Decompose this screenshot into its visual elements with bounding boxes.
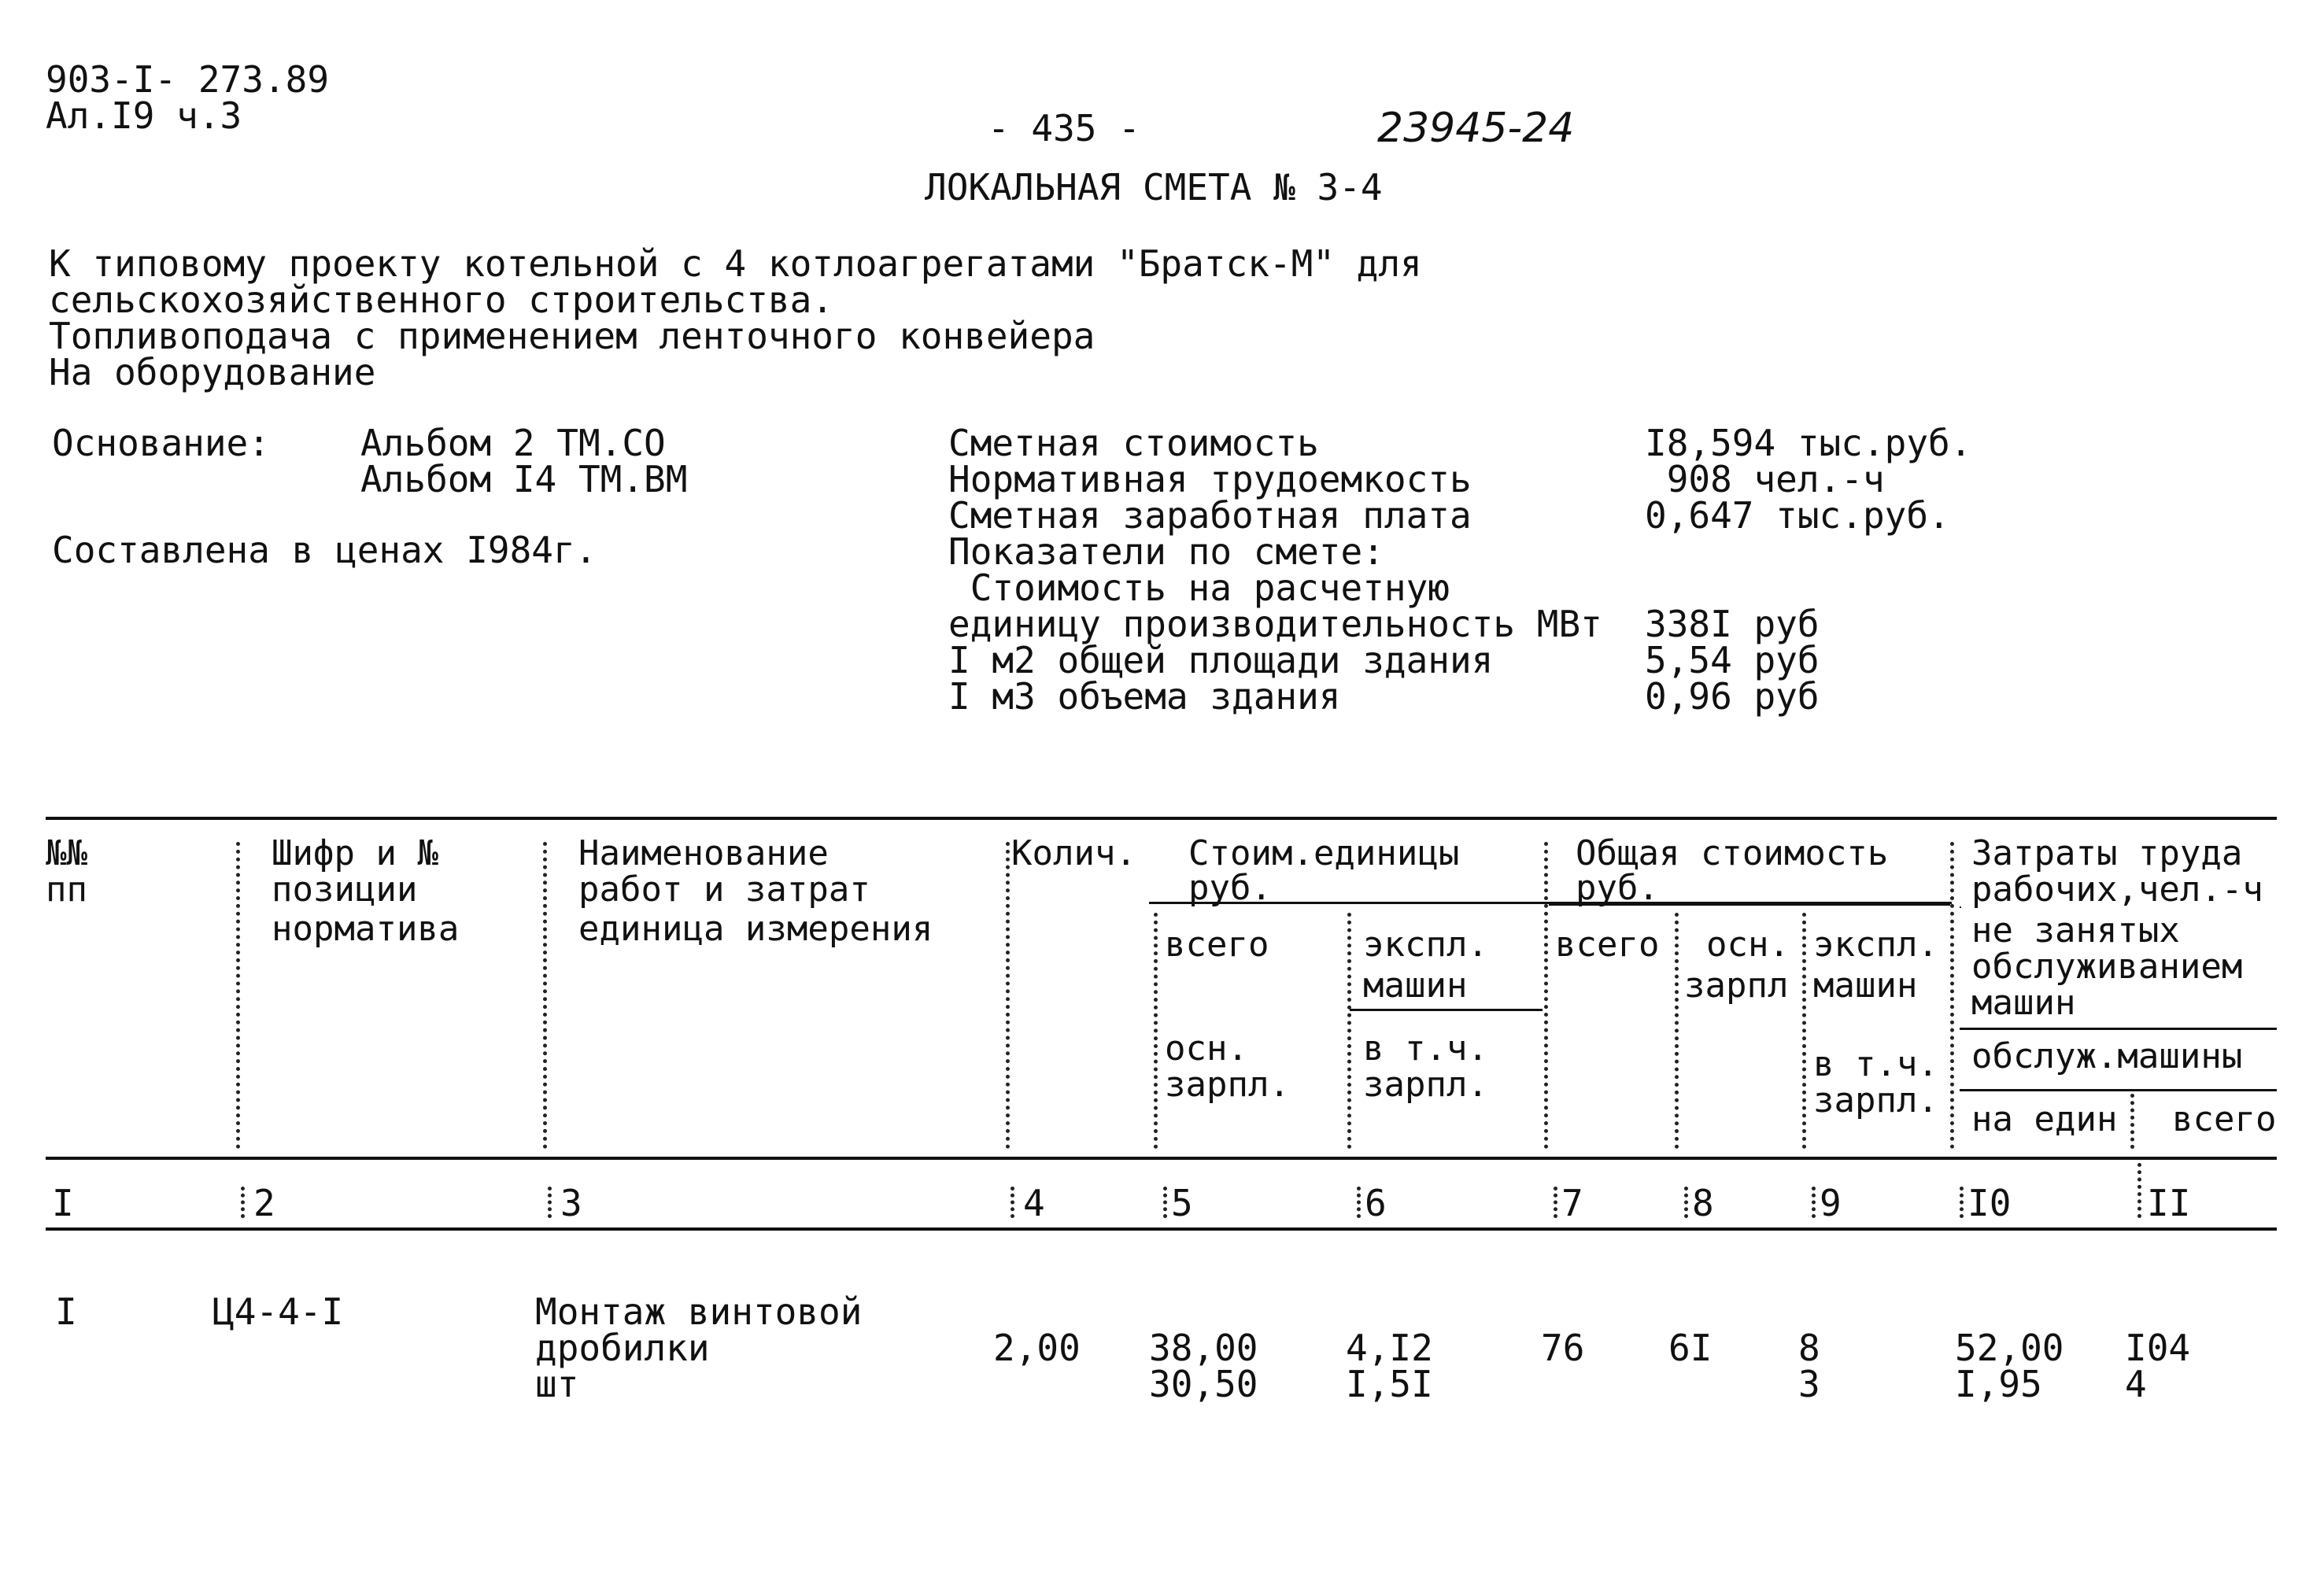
header-col3: Наименование xyxy=(578,833,829,873)
header-unit-cost: руб. xyxy=(1188,868,1272,908)
description-line: Топливоподача с применением ленточного конвейера xyxy=(49,315,1095,357)
header-col2: позиции xyxy=(272,869,418,910)
column-separator xyxy=(2137,1163,2141,1218)
document-code: 903-I- 273.89 xyxy=(46,58,330,101)
header-col2: Шифр и № xyxy=(272,833,438,873)
header-labor: Затраты труда xyxy=(1971,833,2243,873)
row-labor-total: I04 xyxy=(2125,1327,2191,1369)
header-per-unit: на един xyxy=(1971,1099,2118,1139)
row-name: Монтаж винтовой xyxy=(535,1290,863,1333)
page-number: - 435 - xyxy=(988,107,1140,150)
header-unit-machine-wage: зарпл. xyxy=(1363,1065,1488,1105)
row-total-total: 76 xyxy=(1541,1327,1585,1369)
col-number: 6 xyxy=(1365,1182,1387,1224)
row-unit: шт xyxy=(535,1363,579,1405)
header-rule xyxy=(1350,1009,1543,1011)
page-title: ЛОКАЛЬНАЯ СМЕТА № 3-4 xyxy=(925,166,1383,209)
column-separator xyxy=(1950,842,1954,1149)
header-col3: работ и затрат xyxy=(578,869,870,910)
header-unit-cost: Стоим.единицы xyxy=(1188,833,1460,873)
row-code: Ц4-4-I xyxy=(212,1290,344,1333)
header-total-machine-wage: зарпл. xyxy=(1813,1080,1938,1120)
summary-value: 0,647 тыс.руб. xyxy=(1645,494,1950,537)
summary-label: Сметная стоимость xyxy=(948,422,1319,464)
header-rule xyxy=(1960,1028,2277,1030)
col-number: 4 xyxy=(1023,1182,1045,1224)
row-name: дробилки xyxy=(535,1327,710,1369)
header-col4: Колич. xyxy=(1011,833,1136,873)
header-col3: единица измерения xyxy=(578,909,933,949)
row-total-wage: 6I xyxy=(1668,1327,1713,1369)
summary-value: 0,96 руб xyxy=(1645,675,1820,718)
col-number: 9 xyxy=(1820,1182,1842,1224)
header-total-cost: руб. xyxy=(1576,868,1659,908)
header-labor: рабочих,чел.-ч xyxy=(1971,869,2263,910)
header-labor-not-machine: машин xyxy=(1971,983,2076,1023)
header-unit-machine: машин xyxy=(1363,965,1468,1006)
row-unit-machine: 4,I2 xyxy=(1346,1327,1433,1369)
basis-item: Альбом 2 ТМ.СО xyxy=(360,422,666,464)
column-separator xyxy=(1011,1187,1014,1218)
row-unit-machine-wage: I,5I xyxy=(1346,1363,1433,1405)
header-total-cost: Общая стоимость xyxy=(1576,833,1889,873)
column-separator xyxy=(1006,842,1010,1149)
summary-label: Нормативная трудоемкость xyxy=(948,458,1472,500)
col-number: I0 xyxy=(1967,1182,2012,1224)
col-number: 3 xyxy=(560,1182,582,1224)
header-unit-machine: экспл. xyxy=(1363,925,1488,965)
column-separator xyxy=(1357,1187,1361,1218)
column-separator xyxy=(1554,1187,1557,1218)
summary-label: I м3 объема здания xyxy=(948,675,1341,718)
row-number: I xyxy=(55,1290,77,1333)
header-col2: норматива xyxy=(272,909,460,949)
column-separator xyxy=(1544,842,1548,1149)
header-labor-not-machine: обслуживанием xyxy=(1971,947,2243,987)
row-total-machine-wage: 3 xyxy=(1798,1363,1820,1405)
col-number: I xyxy=(52,1182,74,1224)
column-separator xyxy=(543,842,547,1149)
col-number: II xyxy=(2147,1182,2191,1224)
row-unit-total: 38,00 xyxy=(1149,1327,1258,1369)
header-total-machine: экспл. xyxy=(1813,925,1938,965)
row-labor-per-unit-machine: I,95 xyxy=(1955,1363,2042,1405)
row-total-machine: 8 xyxy=(1798,1327,1820,1369)
header-unit-machine-wage: в т.ч. xyxy=(1363,1028,1488,1069)
handwritten-number: 23945-24 xyxy=(1377,105,1575,152)
column-separator xyxy=(548,1187,552,1218)
summary-label: I м2 общей площади здания xyxy=(948,639,1494,681)
row-labor-per-unit: 52,00 xyxy=(1955,1327,2064,1369)
description-line: К типовому проекту котельной с 4 котлоагрегатами "Братск-М" для xyxy=(49,242,1422,285)
summary-value: 338I руб xyxy=(1645,603,1820,645)
column-separator xyxy=(1154,913,1158,1149)
basis-item: Альбом I4 ТМ.ВМ xyxy=(360,458,688,500)
column-separator xyxy=(1684,1187,1688,1218)
header-col1: №№ xyxy=(46,833,87,873)
summary-value: 5,54 руб xyxy=(1645,639,1820,681)
prices-note: Составлена в ценах I984г. xyxy=(52,529,597,571)
summary-value: I8,594 тыс.руб. xyxy=(1645,422,1972,464)
column-separator xyxy=(1812,1187,1816,1218)
header-col1: пп xyxy=(46,869,87,910)
header-total-machine: машин xyxy=(1813,965,1918,1006)
summary-label: Показатели по смете: xyxy=(948,530,1384,573)
column-separator xyxy=(1960,1187,1964,1218)
column-separator xyxy=(1802,913,1806,1149)
header-unit-wage: осн. xyxy=(1165,1028,1248,1069)
header-unit-wage: зарпл. xyxy=(1165,1065,1290,1105)
header-rule xyxy=(1960,906,1961,908)
table-top-rule xyxy=(46,817,2277,820)
description-line: сельскохозяйственного строительства. xyxy=(49,279,833,321)
basis-label: Основание: xyxy=(52,422,270,464)
header-labor-not-machine: не занятых xyxy=(1971,910,2180,951)
header-labor-machine: обслуж.машины xyxy=(1971,1036,2243,1076)
column-separator xyxy=(241,1187,245,1218)
header-total-wage: зарпл xyxy=(1684,965,1789,1006)
header-unit-total: всего xyxy=(1165,925,1269,965)
row-quantity: 2,00 xyxy=(993,1327,1081,1369)
summary-label: единицу производительность МВт xyxy=(948,603,1602,645)
column-separator xyxy=(2130,1094,2134,1149)
row-labor-total-machine: 4 xyxy=(2125,1363,2147,1405)
column-separator xyxy=(1163,1187,1167,1218)
summary-value: 908 чел.-ч xyxy=(1645,458,1885,500)
header-total-total: всего xyxy=(1555,925,1660,965)
col-number: 5 xyxy=(1171,1182,1193,1224)
col-number: 8 xyxy=(1692,1182,1714,1224)
column-separator xyxy=(1347,913,1351,1149)
column-separator xyxy=(1675,913,1679,1149)
header-rule xyxy=(1960,1089,2277,1091)
summary-label: Сметная заработная плата xyxy=(948,494,1472,537)
column-separator xyxy=(236,842,240,1149)
col-number: 7 xyxy=(1561,1182,1583,1224)
col-numbers-rule xyxy=(46,1227,2277,1231)
col-number: 2 xyxy=(253,1182,275,1224)
album-reference: Ал.I9 ч.3 xyxy=(46,94,242,137)
header-bottom-rule xyxy=(46,1157,2277,1160)
header-labor-total: всего xyxy=(2172,1099,2277,1139)
header-total-wage: осн. xyxy=(1706,925,1790,965)
row-unit-wage: 30,50 xyxy=(1149,1363,1258,1405)
header-total-machine-wage: в т.ч. xyxy=(1813,1044,1938,1084)
description-line: На оборудование xyxy=(49,351,376,393)
summary-label: Стоимость на расчетную xyxy=(948,567,1450,609)
